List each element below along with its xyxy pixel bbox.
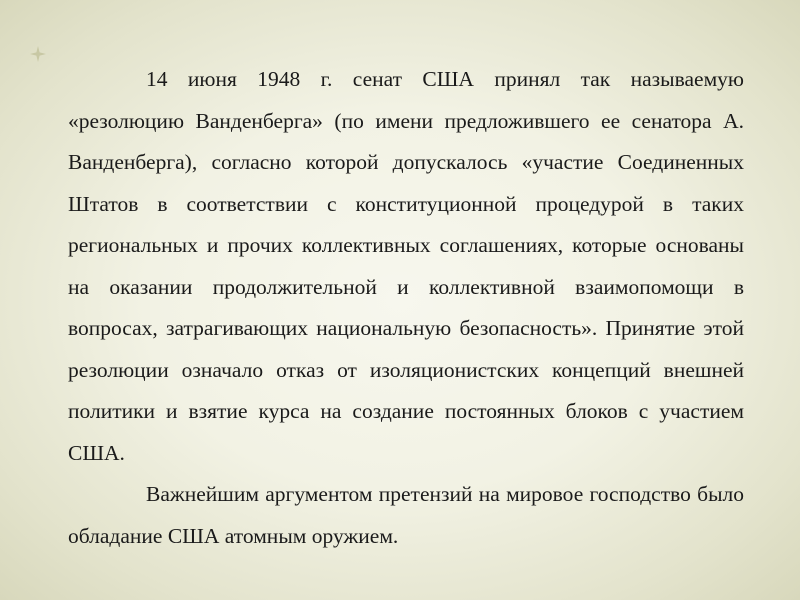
paragraph-2: Важнейшим аргументом претензий на мировое господство было обладание США атомным оружием. [68,482,744,548]
slide-body-text [68,59,744,557]
four-point-star-icon [30,46,46,62]
paragraph-1: 14 июня 1948 г. сенат США принял так называемую «резолюцию Ванденберга» (по имени предложившего ее сенатора А. Ванденберга), согласно которой допускалось «участие Соединенных Штатов в соответствии с конституционной процедурой в таких региональных и прочих коллективных соглашениях, которые основаны на оказании продолжительной и коллективной взаимопомощи в вопросах, затрагивающих национальную безопасность». Принятие этой резолюции означало отказ от изоляционистских концепций внешней политики и взятие курса на создание постоянных блоков с участием США. [68,67,744,465]
